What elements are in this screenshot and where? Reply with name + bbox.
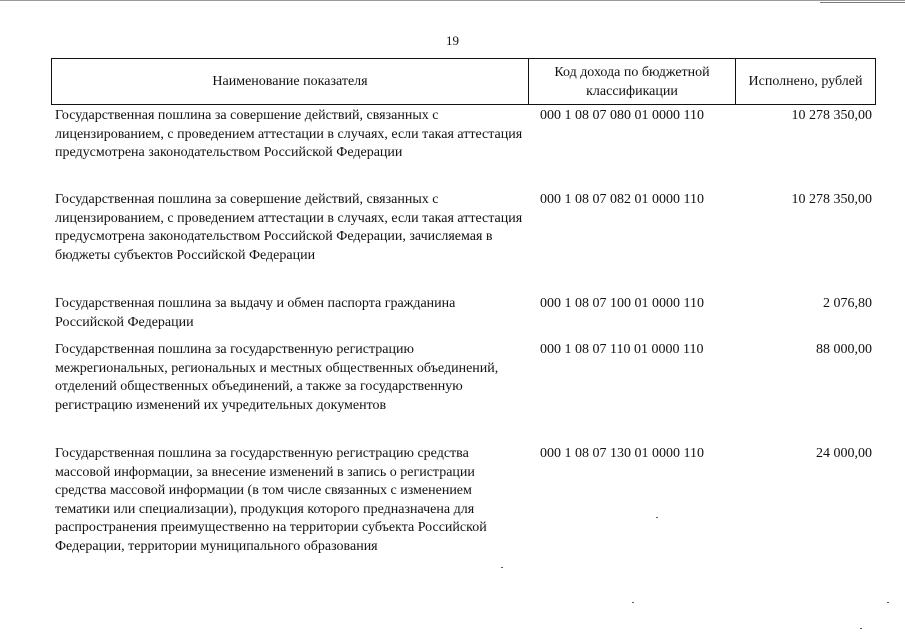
table-header [51, 58, 876, 105]
header-name: Наименование показателя [212, 74, 368, 89]
top-corner-line [820, 2, 905, 3]
row-name: Государственная пошлина за государственную регистрацию средства массовой информации, за внесение изменений в запись о регистрации средства массовой информации (в том числе связанных с изменением тематики или специализации), продукция которого предназначена для распространения преимущественно на территории субъекта Российской Федерации, территории муниципального образования [55, 446, 487, 554]
page-number: 19 [446, 33, 459, 48]
header-code: Код дохода по бюджетной классификации [528, 59, 735, 104]
scan-speck [501, 567, 503, 568]
row-amount: 88 000,00 [816, 342, 872, 357]
row-code: 000 1 08 07 100 01 0000 110 [540, 296, 704, 311]
row-name: Государственная пошлина за выдачу и обмен паспорта гражданина Российской Федерации [55, 296, 456, 330]
row-amount: 24 000,00 [816, 446, 872, 461]
scan-speck [860, 628, 862, 629]
row-amount: 2 076,80 [823, 296, 872, 311]
row-code: 000 1 08 07 082 01 0000 110 [540, 192, 704, 207]
row-code: 000 1 08 07 130 01 0000 110 [540, 446, 704, 461]
row-code: 000 1 08 07 080 01 0000 110 [540, 108, 704, 123]
row-amount: 10 278 350,00 [791, 192, 872, 207]
row-name: Государственная пошлина за совершение действий, связанных с лицензированием, с проведением аттестации в случаях, если такая аттестация предусмотрена законодательством Российской Федерации [55, 108, 523, 160]
header-executed: Исполнено, рублей [735, 59, 875, 104]
row-code: 000 1 08 07 110 01 0000 110 [540, 342, 704, 357]
scan-speck [656, 517, 658, 518]
scan-speck [632, 602, 634, 603]
scan-speck [887, 602, 889, 603]
top-border-line [0, 0, 905, 1]
row-amount: 10 278 350,00 [791, 108, 872, 123]
row-name: Государственная пошлина за совершение действий, связанных с лицензированием, с проведением аттестации в случаях, если такая аттестация предусмотрена законодательством Российской Федерации, зачисляемая в бюджеты субъектов Российской Федерации [55, 192, 523, 263]
row-name: Государственная пошлина за государственную регистрацию межрегиональных, региональных и местных общественных объединений, отделений общественных объединений, а также за государственную регистрацию изменений их учредительных документов [55, 342, 499, 413]
